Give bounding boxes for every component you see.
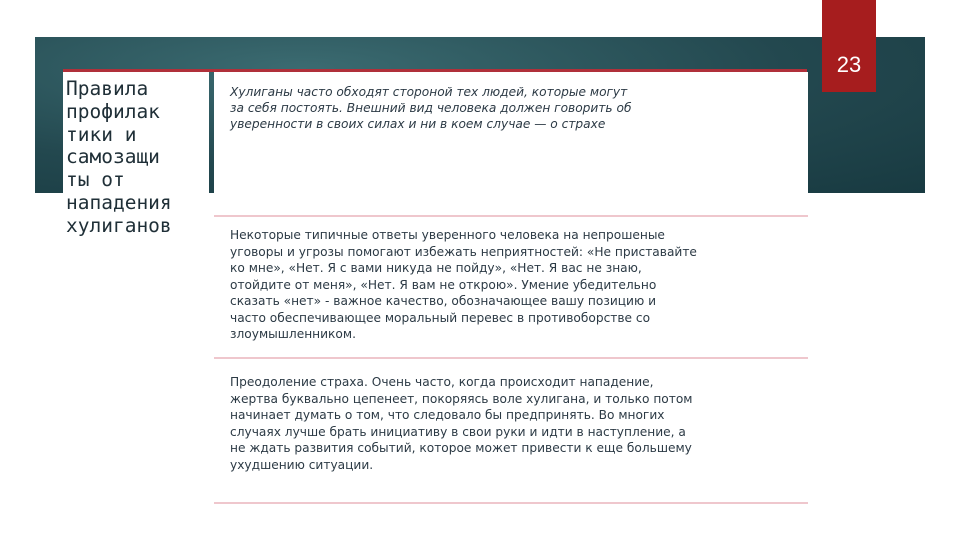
table-row-fear: Преодоление страха. Очень часто, когда происходит нападение, жертва буквально цепенеет, покоряясь воле хулигана, и только потом начинает думать о том, что следовало бы предпринять. Во многих случаях лучше брать инициативу в свои руки и идти в наступление, а не ждать развития событий, которое может привести к еще большему ухудшению ситуации. <box>230 375 693 472</box>
table-row-responses: Некоторые типичные ответы уверенного человека на непрошеные уговоры и угрозы помогают избежать неприятностей: «Не приставайте ко мне», «Нет. Я с вами никуда не пойду», «Нет. Я вас не знаю, отойдите от меня», «Нет. Я вам не открою». Умение убедительно сказать «нет» - важное качество, обозначающее вашу позицию и часто обеспечивающее моральный перевес в противоборстве со злоумышленником. <box>230 228 697 341</box>
row-divider <box>214 502 808 504</box>
row-divider <box>214 357 808 359</box>
slide-number-tab <box>822 0 876 92</box>
row-divider <box>214 215 808 217</box>
slide-title: Правила профилак тики и самозащи ты от нападения хулиганов <box>66 77 172 237</box>
slide-number: 23 <box>836 52 862 77</box>
table-row-appearance: Хулиганы часто обходят стороной тех людей, которые могут за себя постоять. Внешний вид человека должен говорить об уверенности в своих силах и ни в коем случае — о страхе <box>230 85 632 131</box>
